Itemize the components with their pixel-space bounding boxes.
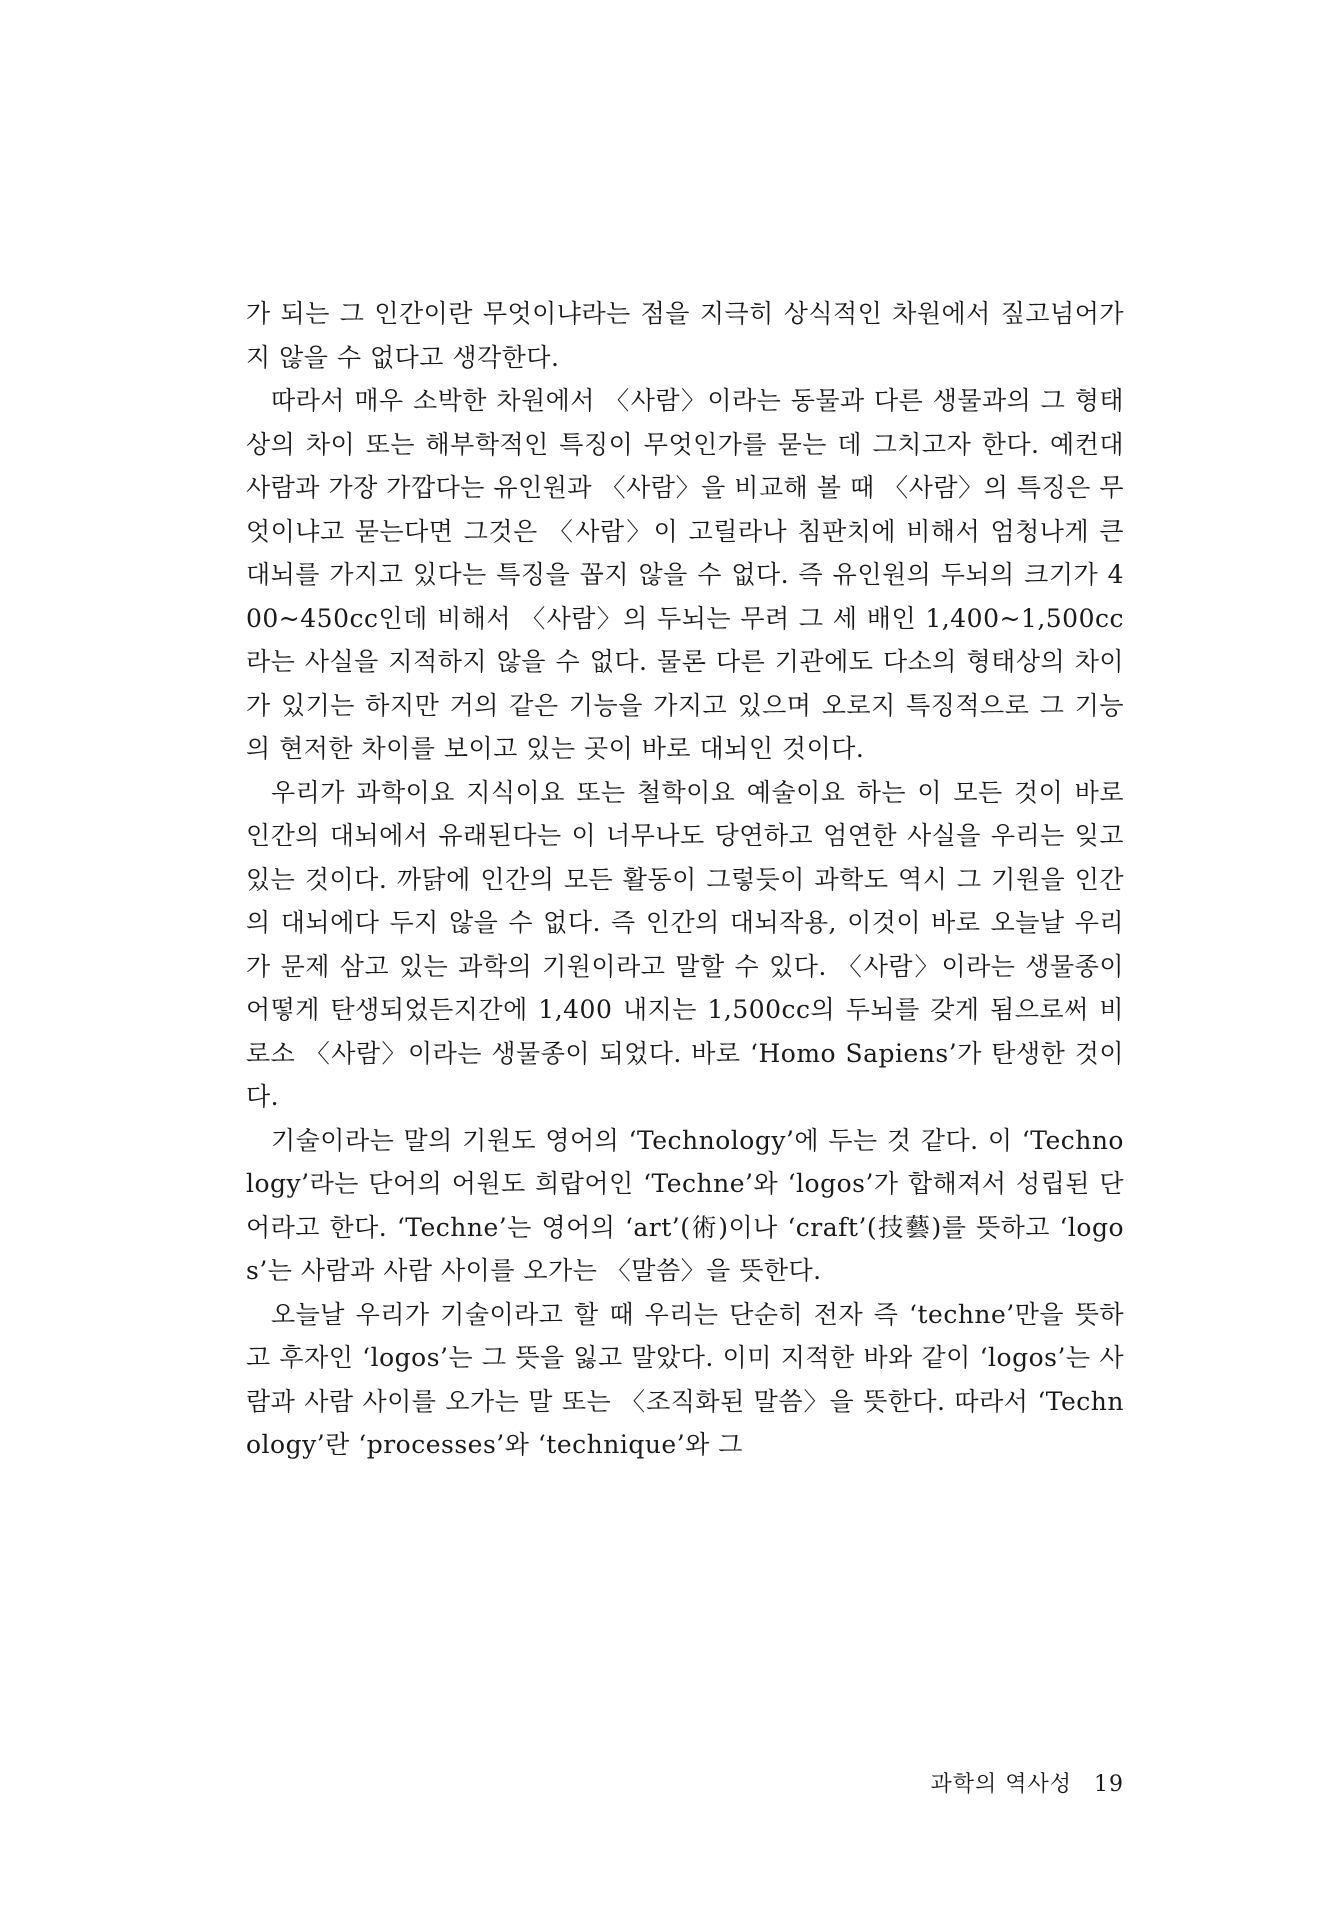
page-number: 19 [1094,1772,1124,1797]
paragraph-2: 따라서 매우 소박한 차원에서 〈사람〉이라는 동물과 다른 생물과의 그 형태상의 차이 또는 해부학적인 특징이 무엇인가를 묻는 데 그치고자 한다. 예컨대 사람과 가장 가깝다는 유인원과 〈사람〉을 비교해 볼 때 〈사람〉의 특징은 무엇이냐고 묻는다면 그것은 〈사람〉이 고릴라나 침판치에 비해서 엄청나게 큰 대뇌를 가지고 있다는 특징을 꼽지 않을 수 없다. 즉 유인원의 두뇌의 크기가 400~450cc인데 비해서 〈사람〉의 두뇌는 무려 그 세 배인 1,400~1,500cc라는 사실을 지적하지 않을 수 없다. 물론 다른 기관에도 다소의 형태상의 차이가 있기는 하지만 거의 같은 기능을 가지고 있으며 오로지 특징적으로 그 기능의 현저한 차이를 보이고 있는 곳이 바로 대뇌인 것이다. [246,386,1124,763]
paragraph-5: 오늘날 우리가 기술이라고 할 때 우리는 단순히 전자 즉 ‘techne’만을 뜻하고 후자인 ‘logos’는 그 뜻을 잃고 말았다. 이미 지적한 바와 같이 ‘logos’는 사람과 사람 사이를 오가는 말 또는 〈조직화된 말씀〉을 뜻한다. 따라서 ‘Technology’란 ‘processes’와 ‘technique’와 그 [246,1299,1124,1459]
paragraph-1: 가 되는 그 인간이란 무엇이냐라는 점을 지극히 상식적인 차원에서 짚고넘어가지 않을 수 없다고 생각한다. [246,299,1124,372]
running-title: 과학의 역사성 [930,1772,1072,1797]
page-footer [868,1770,1124,1800]
paragraph-4: 기술이라는 말의 기원도 영어의 ‘Technology’에 두는 것 같다. 이 ‘Technology’라는 단어의 어원도 희랍어인 ‘Techne’와 ‘logos’가 합해져서 성립된 단어라고 한다. ‘Techne’는 영어의 ‘art’(術)이나 ‘craft’(技藝)를 뜻하고 ‘logos’는 사람과 사람 사이를 오가는 〈말씀〉을 뜻한다. [246,1125,1124,1285]
page-body [246,292,1124,1467]
paragraph-3: 우리가 과학이요 지식이요 또는 철학이요 예술이요 하는 이 모든 것이 바로 인간의 대뇌에서 유래된다는 이 너무나도 당연하고 엄연한 사실을 우리는 잊고 있는 것이다. 까닭에 인간의 모든 활동이 그렇듯이 과학도 역시 그 기원을 인간의 대뇌에다 두지 않을 수 없다. 즉 인간의 대뇌작용, 이것이 바로 오늘날 우리가 문제 삼고 있는 과학의 기원이라고 말할 수 있다. 〈사람〉이라는 생물종이 어떻게 탄생되었든지간에 1,400 내지는 1,500cc의 두뇌를 갖게 됨으로써 비로소 〈사람〉이라는 생물종이 되었다. 바로 ‘Homo Sapiens’가 탄생한 것이다. [246,777,1124,1111]
